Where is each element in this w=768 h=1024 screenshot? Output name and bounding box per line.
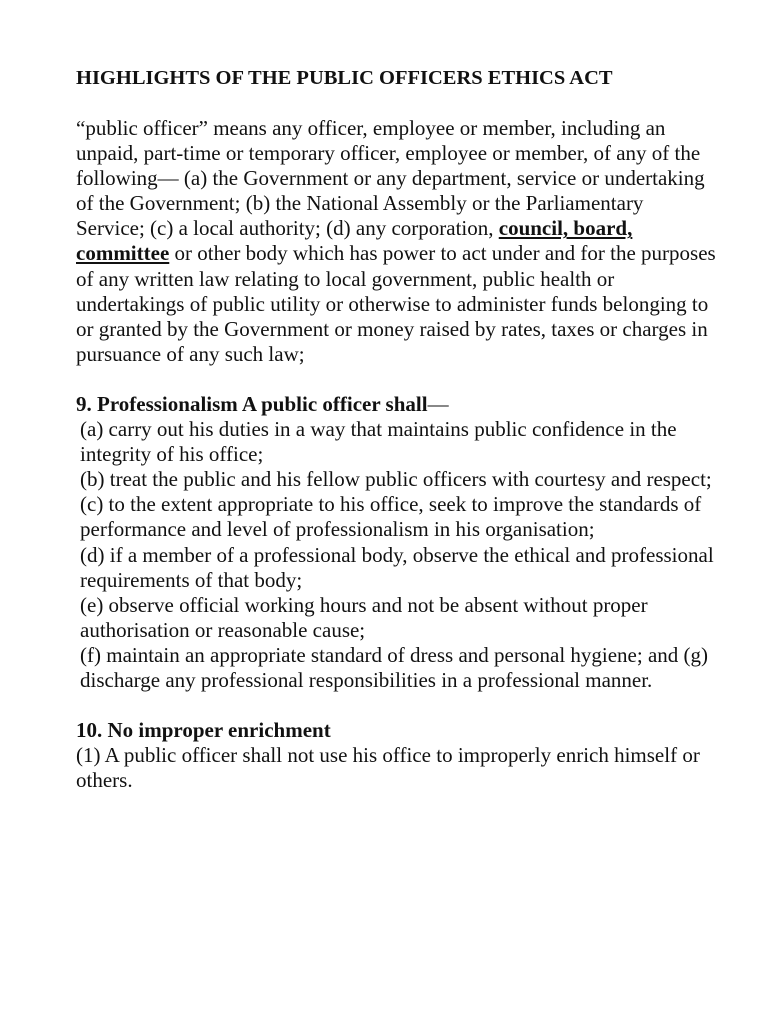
section-9-heading-dash: — [427,391,449,416]
section-9-item-e: (e) observe official working hours and not be absent without proper authorisation or reasonable cause; [80,592,648,642]
section-10-heading: 10. No improper enrichment [76,718,331,743]
section-9-professionalism [76,392,716,693]
section-9-item-f-g: (f) maintain an appropriate standard of dress and personal hygiene; and (g) discharge any professional responsibilities in a professional manner. [80,642,709,692]
section-9-item-d: (d) if a member of a professional body, observe the ethical and professional requirements of that body; [80,542,714,592]
document-title: HIGHLIGHTS OF THE PUBLIC OFFICERS ETHICS ACT [76,67,613,89]
document-page [76,66,716,818]
section-9-heading [76,392,716,417]
section-9-item-b: (b) treat the public and his fellow public officers with courtesy and respect; [80,467,712,492]
definition-emphasis: council, board, committee [76,216,633,266]
definition-text-start: “public officer” means any officer, employee or member, including an unpaid, part-time or temporary officer, employee or member, of any of the following— (a) the Government or any department, service or undertaking of the Government; (b) the National Assembly or the Parliamentary Service; (c) a local authority; (d) any corporation, [76,116,705,241]
section-9-item-c: (c) to the extent appropriate to his office, seek to improve the standards of performance and level of professionalism in his organisation; [80,492,702,542]
section-9-heading-text: 9. Professionalism A public officer shall [76,391,428,416]
section-9-item-a: (a) carry out his duties in a way that maintains public confidence in the integrity of his office; [80,417,677,467]
definition-text-end: or other body which has power to act under and for the purposes of any written law relating to local government, public health or undertakings of public utility or otherwise to administer funds belonging to or granted by the Government or money raised by rates, taxes or charges in pursuance of any such law; [76,241,716,366]
section-10-paragraph-1: (1) A public officer shall not use his office to improperly enrich himself or others. [76,743,700,793]
public-officer-definition [76,116,716,367]
section-10-improper-enrichment [76,718,716,793]
